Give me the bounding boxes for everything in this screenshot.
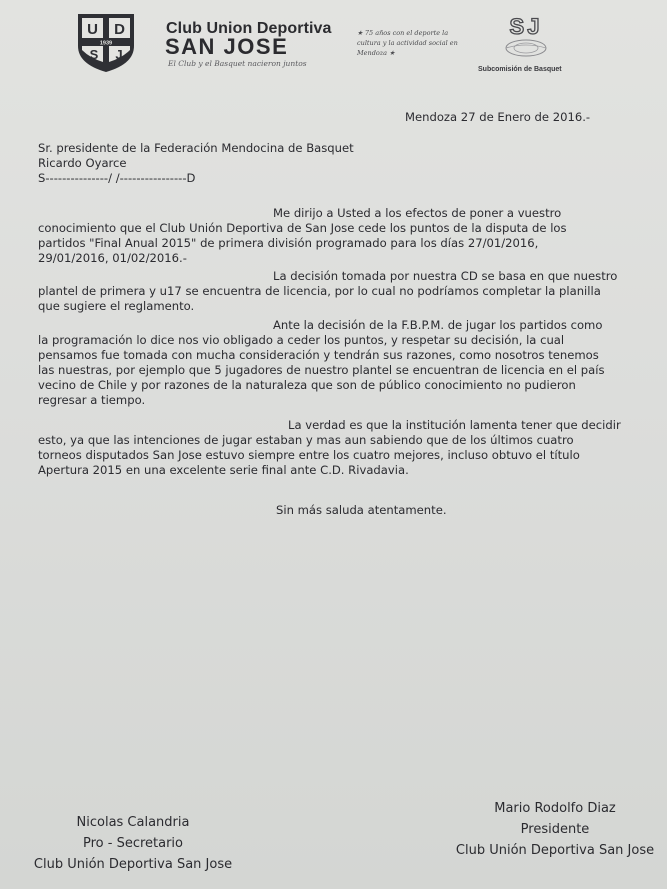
paragraph-3-line: las nuestras, por ejemplo que 5 jugadores de nuestro plantel se encuentran de licencia en el país (38, 363, 605, 377)
signer-right-name: Mario Rodolfo Diaz (494, 801, 616, 816)
signer-right-role: Presidente (520, 822, 590, 837)
subcomision-label: Subcomisión de Basquet (478, 66, 562, 73)
paragraph-3-line: vecino de Chile y por razones de la naturaleza que son de público conocimiento no pudieron (38, 378, 576, 392)
paragraph-3-line: regresar a tiempo. (38, 393, 146, 407)
svg-text:SJ: SJ (509, 14, 543, 39)
svg-text:1939: 1939 (99, 40, 113, 47)
recipient-line-1: Sr. presidente de la Federación Mendocina de Basquet (38, 141, 354, 155)
recipient-line-2: Ricardo Oyarce (38, 156, 127, 170)
club-shield-logo (74, 12, 138, 74)
paragraph-1-line: conocimiento que el Club Unión Deportiva de San Jose cede los puntos de la disputa de los (38, 221, 567, 235)
paragraph-2-line: plantel de primera y u17 se encuentra de licencia, por lo cual no podríamos completar la planilla (38, 284, 601, 298)
signer-left-role: Pro - Secretario (82, 836, 183, 851)
sj-basketball-logo (487, 14, 565, 62)
paragraph-4-line: La verdad es que la institución lamenta tener que decidir (288, 418, 621, 432)
recipient-line-3: S---------------/ /----------------D (38, 171, 196, 185)
paragraph-4-line: torneos disputados San Jose estuvo siempre entre los cuatro mejores, incluso obtuvo el título (38, 448, 580, 462)
paragraph-2-line: La decisión tomada por nuestra CD se basa en que nuestro (273, 269, 618, 283)
paragraph-4-line: Apertura 2015 en una excelente serie final ante C.D. Rivadavia. (38, 463, 409, 477)
header-quote: ★ 75 años con el deporte la cultura y la actividad social en Mendoza ★ (357, 29, 458, 57)
svg-text:J: J (115, 47, 123, 62)
paragraph-1-line: partidos "Final Anual 2015" de primera división programado para los días 27/01/2016, (38, 236, 539, 250)
club-city: SAN JOSE (165, 34, 289, 59)
paragraph-1-line: Me dirijo a Usted a los efectos de poner a vuestro (273, 206, 562, 220)
paragraph-3-line: Ante la decisión de la F.B.P.M. de jugar los partidos como (273, 318, 603, 332)
paragraph-4-line: esto, ya que las intenciones de jugar estaban y mas aun sabiendo que de los últimos cuatro (38, 433, 574, 447)
signer-left-name: Nicolas Calandria (76, 815, 190, 830)
paragraph-3-line: la programación lo dice nos vio obligado a ceder los puntos, y respetar su decisión, la cual (38, 333, 565, 347)
signer-right-org: Club Unión Deportiva San Jose (455, 843, 655, 858)
svg-text:S: S (89, 47, 99, 62)
svg-text:U: U (87, 21, 98, 38)
date-line: Mendoza 27 de Enero de 2016.- (405, 110, 591, 124)
svg-text:D: D (114, 21, 125, 38)
club-name: Club Union Deportiva (166, 20, 332, 37)
paragraph-2-line: que sugiere el reglamento. (38, 299, 195, 313)
signer-left-org: Club Unión Deportiva San Jose (33, 857, 233, 872)
paragraph-1-line: 29/01/2016, 01/02/2016.- (38, 251, 187, 265)
closing-line: Sin más saluda atentamente. (276, 503, 447, 517)
signature-left (18, 812, 248, 875)
paragraph-3-line: pensamos fue tomada con mucha consideración y tendrán sus razones, como nosotros tenemos (38, 348, 599, 362)
signature-right (450, 798, 660, 861)
club-slogan: El Club y el Basquet nacieron juntos (168, 59, 307, 68)
